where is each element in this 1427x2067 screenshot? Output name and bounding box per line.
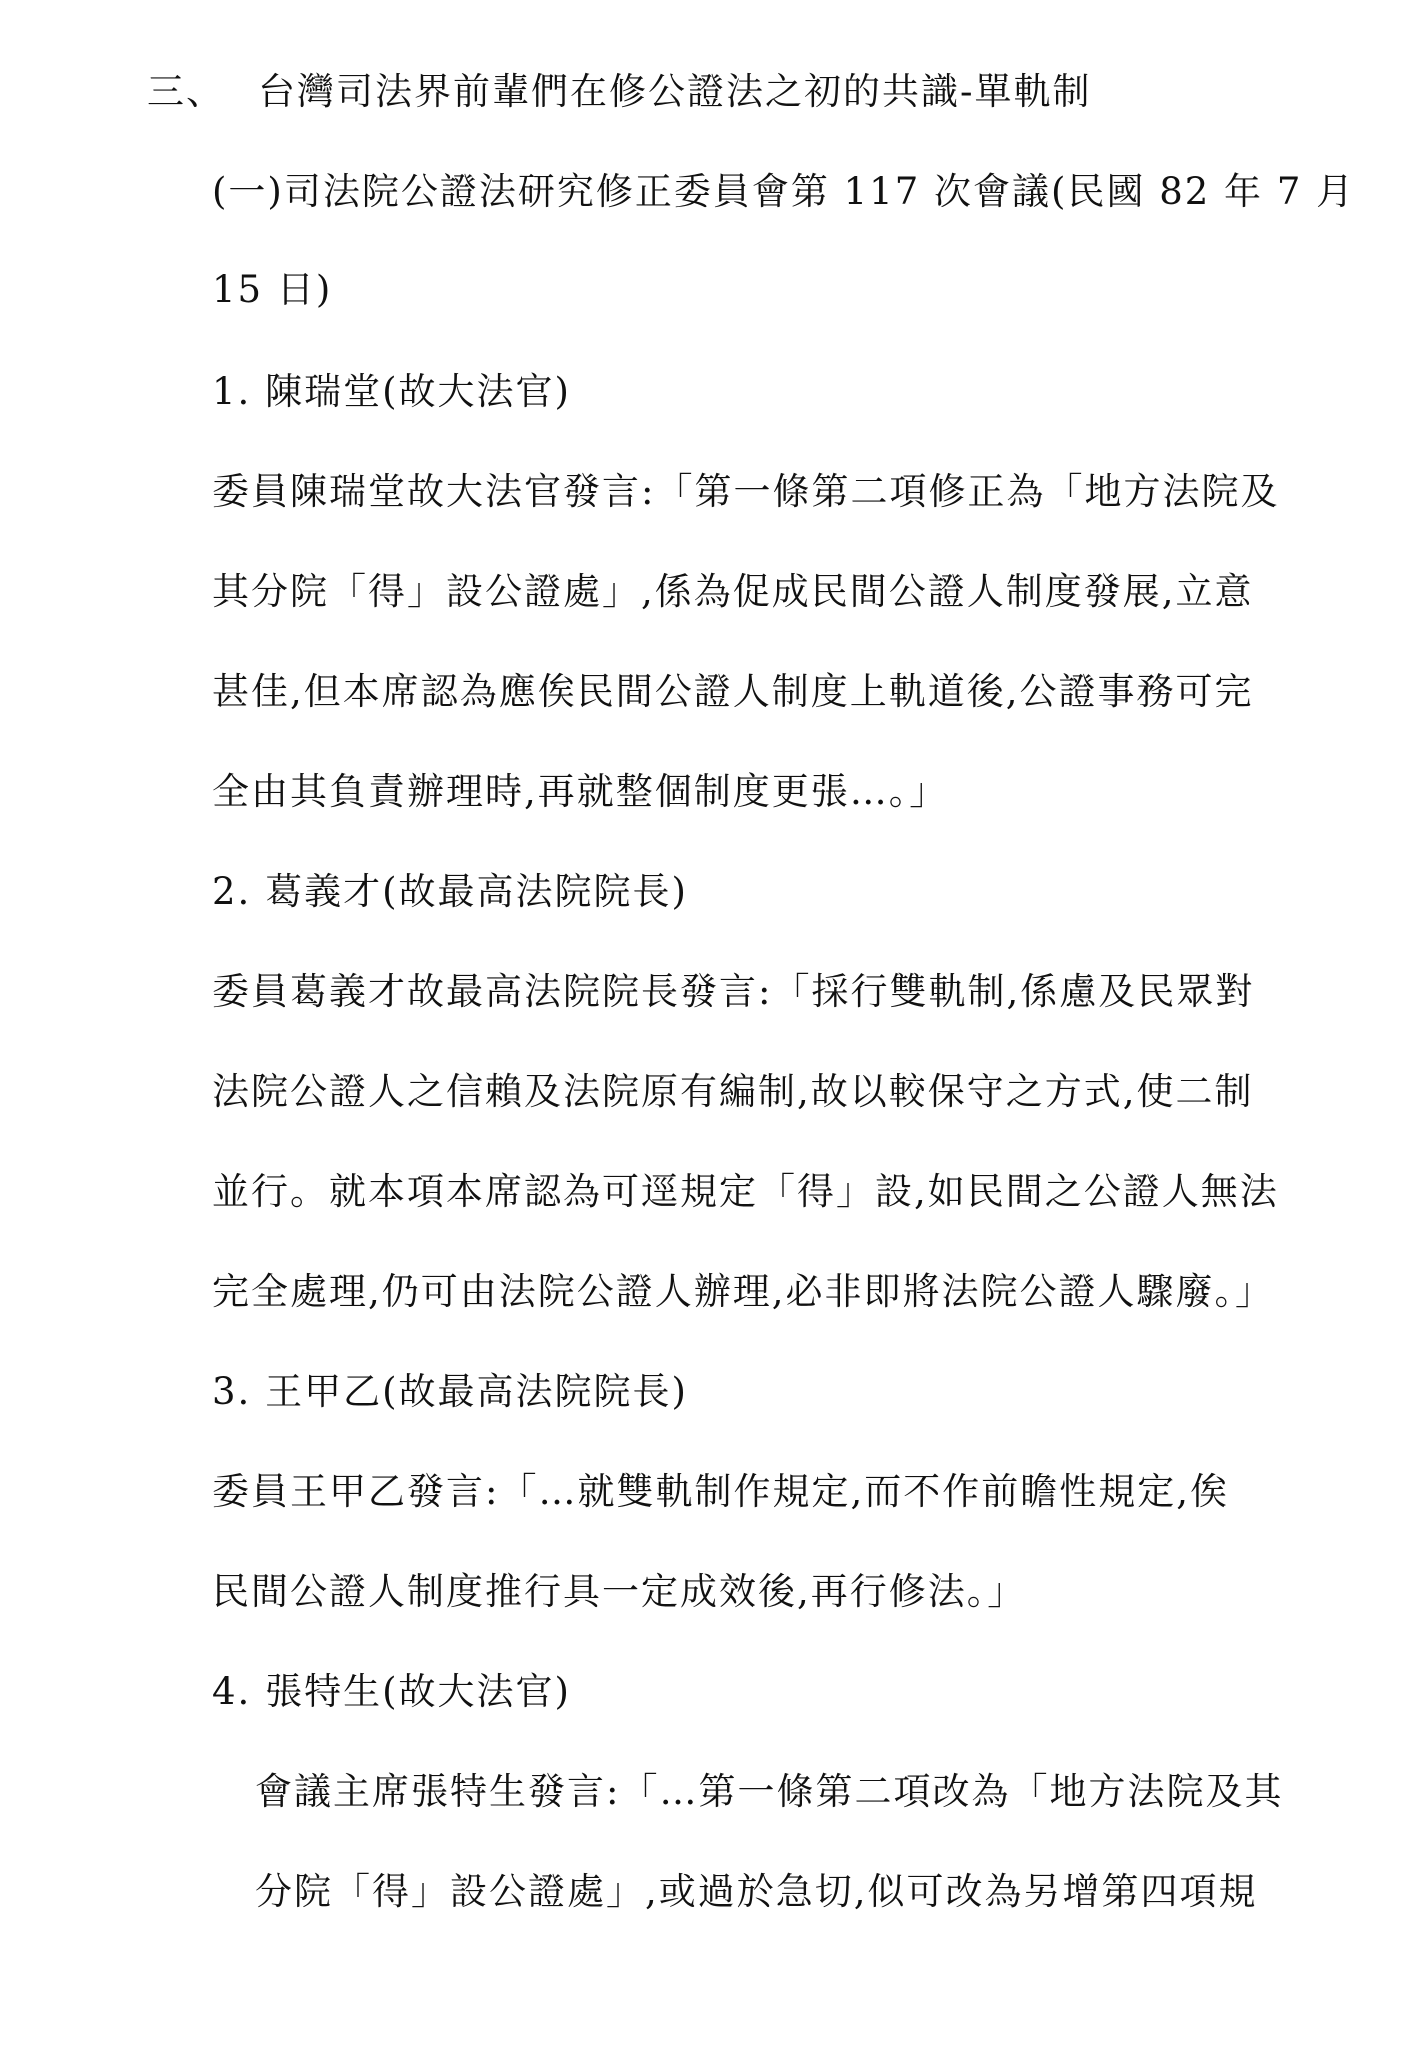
item-1-heading: 1. 陳瑞堂(故大法官)	[212, 370, 571, 413]
item-3-line-1: 委員王甲乙發言:「…就雙軌制作規定,而不作前瞻性規定,俟	[212, 1470, 1229, 1513]
item-1-line-2: 其分院「得」設公證處」,係為促成民間公證人制度發展,立意	[212, 570, 1254, 613]
item-4-heading: 4. 張特生(故大法官)	[212, 1670, 571, 1713]
item-2-line-2: 法院公證人之信賴及法院原有編制,故以較保守之方式,使二制	[212, 1070, 1254, 1113]
item-4-line-2: 分院「得」設公證處」,或過於急切,似可改為另增第四項規	[255, 1870, 1258, 1913]
item-1-line-4: 全由其負責辦理時,再就整個制度更張…。」	[212, 770, 949, 813]
item-3-heading: 3. 王甲乙(故最高法院院長)	[212, 1370, 688, 1413]
section-title: 台灣司法界前輩們在修公證法之初的共識-單軌制	[258, 70, 1092, 113]
item-2-line-3: 並行。就本項本席認為可逕規定「得」設,如民間之公證人無法	[212, 1170, 1279, 1213]
item-2-heading: 2. 葛義才(故最高法院院長)	[212, 870, 688, 913]
section-number: 三、	[147, 70, 225, 113]
subsection-line-2: 15 日)	[212, 268, 333, 311]
item-3-line-2: 民間公證人制度推行具一定成效後,再行修法。」	[212, 1570, 1027, 1613]
item-1-line-3: 甚佳,但本席認為應俟民間公證人制度上軌道後,公證事務可完	[212, 670, 1254, 713]
item-1-line-1: 委員陳瑞堂故大法官發言:「第一條第二項修正為「地方法院及	[212, 470, 1280, 513]
item-2-line-4: 完全處理,仍可由法院公證人辦理,必非即將法院公證人驟廢。」	[212, 1270, 1275, 1313]
item-4-line-1: 會議主席張特生發言:「…第一條第二項改為「地方法院及其	[255, 1770, 1284, 1813]
subsection-line-1: (一)司法院公證法研究修正委員會第 117 次會議(民國 82 年 7 月	[212, 170, 1356, 213]
item-2-line-1: 委員葛義才故最高法院院長發言:「採行雙軌制,係慮及民眾對	[212, 970, 1255, 1013]
